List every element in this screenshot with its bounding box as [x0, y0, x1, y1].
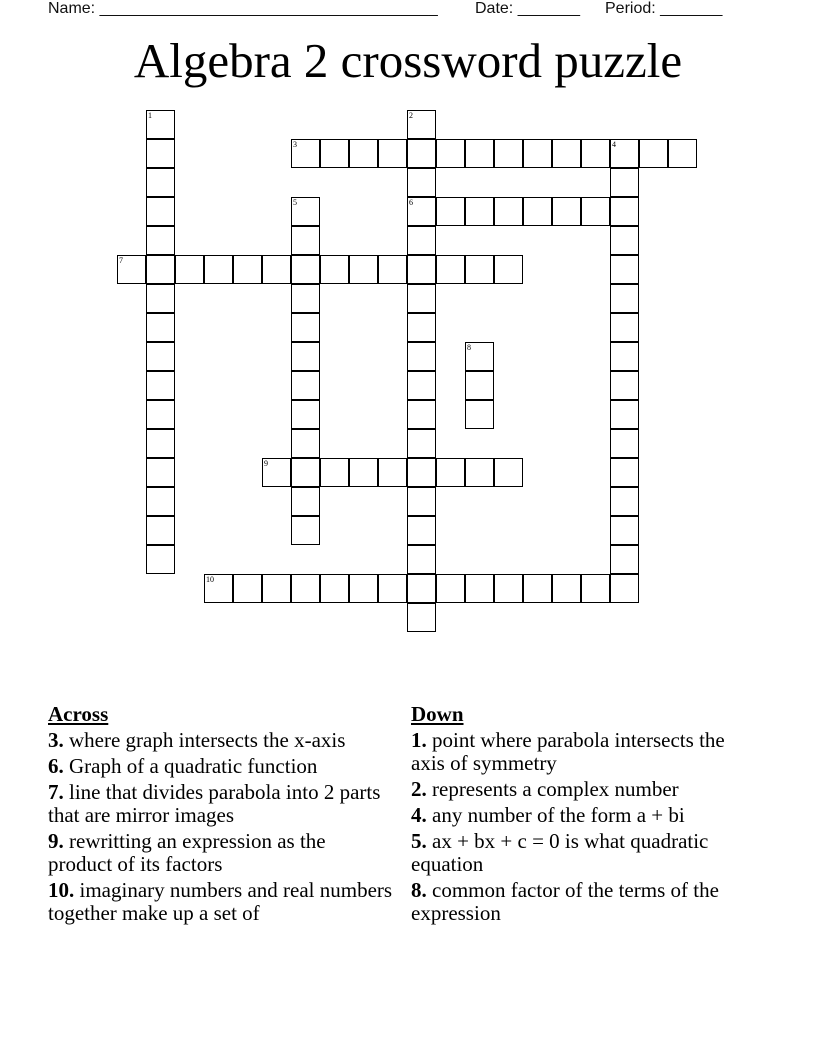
crossword-cell[interactable] — [146, 226, 175, 255]
student-info-header — [48, 0, 768, 20]
crossword-cell[interactable] — [581, 197, 610, 226]
crossword-cell[interactable] — [407, 429, 436, 458]
crossword-cell[interactable] — [262, 574, 291, 603]
crossword-cell[interactable] — [407, 226, 436, 255]
crossword-cell[interactable] — [407, 574, 436, 603]
page-title: Algebra 2 crossword puzzle — [133, 33, 683, 88]
crossword-cell[interactable] — [610, 487, 639, 516]
crossword-cell[interactable] — [291, 342, 320, 371]
clue-number: 10 — [206, 575, 214, 584]
crossword-cell[interactable] — [494, 574, 523, 603]
crossword-cell[interactable] — [378, 574, 407, 603]
crossword-cell[interactable] — [494, 139, 523, 168]
clue-down-5: 5. ax + bx + c = 0 is what quadratic equation — [411, 829, 709, 876]
crossword-cell[interactable] — [407, 371, 436, 400]
crossword-cell[interactable] — [320, 458, 349, 487]
crossword-cell[interactable] — [407, 516, 436, 545]
crossword-cell[interactable] — [117, 255, 146, 284]
crossword-cell[interactable] — [407, 313, 436, 342]
crossword-cell[interactable] — [523, 197, 552, 226]
crossword-cell[interactable] — [436, 458, 465, 487]
crossword-cell[interactable] — [494, 255, 523, 284]
crossword-cell[interactable] — [320, 255, 349, 284]
crossword-cell[interactable] — [291, 458, 320, 487]
crossword-cell[interactable] — [407, 168, 436, 197]
crossword-cell[interactable] — [291, 313, 320, 342]
crossword-cell[interactable] — [407, 458, 436, 487]
crossword-cell[interactable] — [436, 255, 465, 284]
crossword-cell[interactable] — [552, 139, 581, 168]
crossword-cell[interactable] — [523, 139, 552, 168]
crossword-cell[interactable] — [349, 574, 378, 603]
crossword-cell[interactable] — [610, 516, 639, 545]
crossword-cell[interactable] — [407, 255, 436, 284]
crossword-cell[interactable] — [378, 458, 407, 487]
clue-down-2: 2. represents a complex number — [411, 777, 679, 801]
crossword-cell[interactable] — [465, 255, 494, 284]
clue-number: 1 — [148, 111, 152, 120]
crossword-cell[interactable] — [465, 400, 494, 429]
clue-across-9: 9. rewritting an expression as the product of its factors — [48, 829, 326, 876]
crossword-cell[interactable] — [291, 226, 320, 255]
clue-across-6: 6. Graph of a quadratic function — [48, 754, 318, 778]
crossword-cell[interactable] — [610, 197, 639, 226]
clue-down-1: 1. point where parabola intersects the axis of symmetry — [411, 728, 725, 775]
clue-number: 2 — [409, 111, 413, 120]
crossword-cell[interactable] — [465, 197, 494, 226]
crossword-cell[interactable] — [465, 371, 494, 400]
crossword-cell[interactable] — [262, 458, 291, 487]
clue-down-4: 4. any number of the form a + bi — [411, 803, 685, 827]
crossword-cell[interactable] — [146, 139, 175, 168]
crossword-cell[interactable] — [407, 487, 436, 516]
crossword-cell[interactable] — [146, 168, 175, 197]
clue-across-7: 7. line that divides parabola into 2 parts that are mirror images — [48, 780, 381, 827]
crossword-cell[interactable] — [204, 574, 233, 603]
crossword-cell[interactable] — [465, 458, 494, 487]
crossword-cell[interactable] — [494, 197, 523, 226]
crossword-cell[interactable] — [204, 255, 233, 284]
crossword-cell[interactable] — [610, 226, 639, 255]
crossword-cell[interactable] — [610, 458, 639, 487]
clue-across-10: 10. imaginary numbers and real numbers together make up a set of — [48, 878, 393, 925]
crossword-cell[interactable] — [320, 574, 349, 603]
crossword-cell[interactable] — [610, 400, 639, 429]
crossword-cell[interactable] — [581, 139, 610, 168]
crossword-cell[interactable] — [610, 168, 639, 197]
crossword-cell[interactable] — [465, 574, 494, 603]
crossword-cell[interactable] — [291, 516, 320, 545]
crossword-cell[interactable] — [610, 255, 639, 284]
crossword-cell[interactable] — [291, 574, 320, 603]
crossword-cell[interactable] — [610, 545, 639, 574]
date-field[interactable]: Date: _______ — [475, 0, 580, 17]
crossword-cell[interactable] — [291, 487, 320, 516]
clue-number: 8 — [467, 343, 471, 352]
crossword-cell[interactable] — [668, 139, 697, 168]
crossword-cell[interactable] — [146, 516, 175, 545]
crossword-cell[interactable] — [610, 313, 639, 342]
crossword-cell[interactable] — [291, 371, 320, 400]
period-field[interactable]: Period: _______ — [605, 0, 723, 17]
clue-number: 6 — [409, 198, 413, 207]
name-field[interactable]: Name: ______________________________________ — [48, 0, 438, 17]
clue-number: 7 — [119, 256, 123, 265]
crossword-cell[interactable] — [552, 574, 581, 603]
crossword-cell[interactable] — [378, 139, 407, 168]
crossword-cell[interactable] — [146, 545, 175, 574]
crossword-cell[interactable] — [407, 139, 436, 168]
crossword-cell[interactable] — [610, 371, 639, 400]
crossword-cell[interactable] — [407, 545, 436, 574]
crossword-cell[interactable] — [146, 487, 175, 516]
crossword-cell[interactable] — [175, 255, 204, 284]
crossword-cell[interactable] — [233, 574, 262, 603]
across-heading: Across — [48, 702, 109, 726]
crossword-cell[interactable] — [407, 197, 436, 226]
crossword-cell[interactable] — [523, 574, 552, 603]
crossword-cell[interactable] — [291, 197, 320, 226]
crossword-cell[interactable] — [146, 255, 175, 284]
crossword-cell[interactable] — [233, 255, 262, 284]
crossword-cell[interactable] — [465, 139, 494, 168]
crossword-cell[interactable] — [378, 255, 407, 284]
crossword-cell[interactable] — [349, 255, 378, 284]
crossword-cell[interactable] — [146, 284, 175, 313]
crossword-cell[interactable] — [610, 574, 639, 603]
crossword-cell[interactable] — [146, 458, 175, 487]
crossword-cell[interactable] — [465, 342, 494, 371]
crossword-cell[interactable] — [291, 284, 320, 313]
crossword-cell[interactable] — [146, 371, 175, 400]
crossword-cell[interactable] — [146, 313, 175, 342]
crossword-cell[interactable] — [407, 400, 436, 429]
down-heading: Down — [411, 702, 464, 726]
crossword-cell[interactable] — [610, 342, 639, 371]
crossword-cell[interactable] — [581, 574, 610, 603]
crossword-cell[interactable] — [291, 400, 320, 429]
crossword-cell[interactable] — [407, 284, 436, 313]
clue-down-8: 8. common factor of the terms of the expression — [411, 878, 719, 925]
clue-number: 4 — [612, 140, 616, 149]
crossword-cell[interactable] — [494, 458, 523, 487]
crossword-cell[interactable] — [436, 574, 465, 603]
across-clues — [48, 703, 393, 928]
crossword-cell[interactable] — [291, 429, 320, 458]
crossword-cell[interactable] — [291, 255, 320, 284]
crossword-cell[interactable] — [349, 458, 378, 487]
crossword-cell[interactable] — [262, 255, 291, 284]
crossword-cell[interactable] — [610, 139, 639, 168]
crossword-cell[interactable] — [146, 197, 175, 226]
down-clues — [411, 703, 756, 928]
crossword-cell[interactable] — [610, 429, 639, 458]
crossword-cell[interactable] — [349, 139, 378, 168]
crossword-cell[interactable] — [639, 139, 668, 168]
clue-number: 3 — [293, 140, 297, 149]
crossword-cell[interactable] — [291, 139, 320, 168]
crossword-cell[interactable] — [146, 110, 175, 139]
crossword-cell[interactable] — [436, 139, 465, 168]
crossword-cell[interactable] — [552, 197, 581, 226]
crossword-cell[interactable] — [146, 342, 175, 371]
clue-number: 9 — [264, 459, 268, 468]
crossword-cell[interactable] — [610, 284, 639, 313]
crossword-cell[interactable] — [407, 342, 436, 371]
crossword-cell[interactable] — [146, 429, 175, 458]
crossword-cell[interactable] — [436, 197, 465, 226]
crossword-cell[interactable] — [146, 400, 175, 429]
crossword-cell[interactable] — [320, 139, 349, 168]
crossword-cell[interactable] — [407, 110, 436, 139]
clue-across-3: 3. where graph intersects the x-axis — [48, 728, 346, 752]
crossword-cell[interactable] — [407, 603, 436, 632]
clue-number: 5 — [293, 198, 297, 207]
